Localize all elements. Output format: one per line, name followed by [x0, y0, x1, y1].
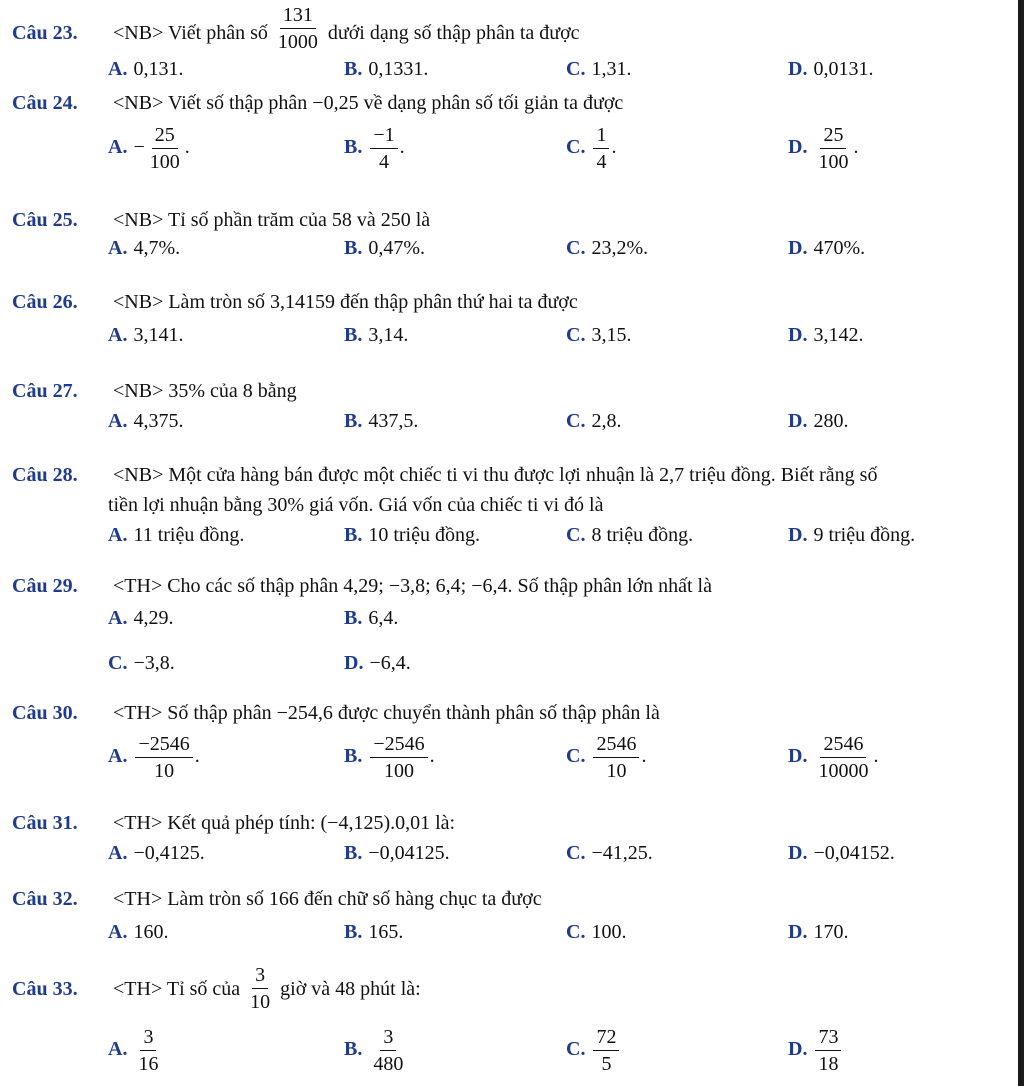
option-d[interactable]: [788, 410, 848, 433]
level-tag: <TH>: [113, 812, 163, 834]
fraction-denominator: 10: [606, 760, 627, 782]
option-text: 3,14.: [368, 324, 409, 346]
fraction-denominator: 5: [601, 1053, 612, 1075]
question-25-stem: [12, 209, 430, 232]
option-a[interactable]: [108, 58, 183, 81]
option-label: D.: [788, 58, 808, 80]
fraction-denominator: 4: [378, 151, 389, 173]
option-b[interactable]: [344, 524, 480, 547]
question-24-stem: [12, 92, 623, 115]
option-text: 4,7%.: [133, 237, 181, 259]
option-c[interactable]: [566, 1026, 621, 1075]
option-a[interactable]: [108, 921, 168, 944]
option-b[interactable]: [344, 324, 408, 347]
option-label: A.: [108, 237, 128, 259]
option-label: B.: [344, 842, 363, 864]
option-label: C.: [566, 410, 586, 432]
question-32-stem: [12, 888, 542, 911]
fraction: [593, 733, 639, 782]
fraction-numerator: 1: [593, 124, 609, 149]
option-label: D.: [788, 745, 808, 768]
option-b[interactable]: [344, 733, 435, 782]
option-b[interactable]: [344, 410, 418, 433]
option-a[interactable]: [108, 124, 190, 173]
option-b[interactable]: [344, 1026, 408, 1075]
option-text: 4,375.: [133, 410, 184, 432]
fraction: [147, 124, 183, 173]
option-label: D.: [788, 921, 808, 943]
fraction: [593, 1026, 619, 1075]
option-label: C.: [566, 745, 586, 768]
option-text: −41,25.: [591, 842, 653, 864]
question-text: 35% của 8 bằng: [168, 380, 297, 402]
fraction-numerator: 2546: [593, 733, 639, 758]
question-text-continued: tiền lợi nhuận bằng 30% giá vốn. Giá vốn của chiếc ti vi đó là: [108, 494, 604, 516]
option-text: 4,29.: [133, 607, 174, 629]
fraction-denominator: 480: [373, 1053, 404, 1075]
question-number: Câu 33.: [12, 978, 78, 1001]
option-d[interactable]: [788, 921, 848, 944]
question-number: Câu 27.: [12, 380, 78, 402]
option-a[interactable]: [108, 1026, 163, 1075]
level-tag: <TH>: [113, 575, 163, 597]
option-label: B.: [344, 607, 363, 629]
option-c[interactable]: [566, 733, 646, 782]
option-b[interactable]: [344, 842, 450, 865]
option-a[interactable]: [108, 524, 244, 547]
option-label: A.: [108, 745, 128, 768]
fraction-denominator: 100: [818, 151, 849, 173]
option-label: D.: [788, 237, 808, 259]
option-c[interactable]: [566, 324, 631, 347]
option-label: D.: [344, 652, 364, 674]
question-number: Câu 31.: [12, 812, 78, 834]
fraction-numerator: −2546: [135, 733, 192, 758]
option-c[interactable]: [108, 652, 175, 675]
option-label: B.: [344, 237, 363, 259]
fraction-denominator: 10: [250, 991, 271, 1013]
fraction-numerator: 25: [152, 124, 178, 149]
option-sign: −: [133, 136, 145, 159]
option-c[interactable]: [566, 410, 621, 433]
option-label: A.: [108, 410, 128, 432]
question-31-stem: [12, 812, 455, 835]
option-label: B.: [344, 1038, 363, 1061]
question-text: Kết quả phép tính: (−4,125).0,01 là:: [167, 812, 456, 834]
fraction-denominator: 4: [596, 151, 607, 173]
option-text: 2,8.: [591, 410, 622, 432]
question-text: giờ và 48 phút là:: [280, 978, 421, 1001]
option-label: B.: [344, 58, 363, 80]
level-tag: <TH>: [113, 978, 163, 1001]
fraction: [370, 1026, 406, 1075]
level-tag: <NB>: [113, 92, 164, 114]
option-text: 170.: [813, 921, 849, 943]
option-b[interactable]: [344, 921, 403, 944]
option-d[interactable]: [788, 324, 863, 347]
option-label: A.: [108, 842, 128, 864]
option-label: A.: [108, 324, 128, 346]
fraction: [815, 733, 871, 782]
option-label: B.: [344, 136, 363, 159]
option-d[interactable]: [788, 1026, 843, 1075]
fraction: [370, 733, 427, 782]
option-text: −6,4.: [369, 652, 411, 674]
option-text: 160.: [133, 921, 169, 943]
option-label: C.: [566, 842, 586, 864]
level-tag: <NB>: [113, 464, 164, 486]
option-text: 10 triệu đồng.: [368, 524, 480, 546]
fraction-numerator: 72: [593, 1026, 619, 1051]
fraction-numerator: 3: [252, 964, 268, 989]
level-tag: <NB>: [113, 291, 164, 313]
question-text: Tỉ số của: [166, 978, 241, 1001]
option-d[interactable]: [788, 733, 878, 782]
fraction: [815, 1026, 841, 1075]
option-label: D.: [788, 842, 808, 864]
question-number: Câu 29.: [12, 575, 78, 597]
option-label: C.: [566, 524, 586, 546]
fraction-numerator: 131: [280, 4, 316, 29]
option-text: −0,04152.: [813, 842, 895, 864]
option-d[interactable]: [788, 237, 865, 260]
option-d[interactable]: [788, 524, 915, 547]
question-text: Làm tròn số 166 đến chữ số hàng chục ta được: [167, 888, 542, 910]
option-text: −0,04125.: [368, 842, 450, 864]
option-text: 437,5.: [368, 410, 419, 432]
option-label: C.: [566, 58, 586, 80]
fraction: [593, 124, 609, 173]
option-c[interactable]: [566, 58, 631, 81]
option-c[interactable]: [566, 921, 626, 944]
question-number: Câu 30.: [12, 702, 78, 724]
option-label: A.: [108, 1038, 128, 1061]
question-number: Câu 32.: [12, 888, 78, 910]
option-label: C.: [108, 652, 128, 674]
option-d[interactable]: [788, 842, 895, 865]
fraction-denominator: 100: [383, 760, 414, 782]
option-label: B.: [344, 921, 363, 943]
question-26-stem: [12, 291, 578, 314]
fraction: [135, 1026, 161, 1075]
question-number: Câu 28.: [12, 464, 78, 486]
fraction-denominator: 18: [818, 1053, 839, 1075]
option-text: 0,47%.: [368, 237, 426, 259]
level-tag: <TH>: [113, 702, 163, 724]
option-text: 3,141.: [133, 324, 184, 346]
fraction-numerator: −1: [370, 124, 397, 149]
option-label: C.: [566, 237, 586, 259]
option-end: .: [611, 136, 617, 159]
option-text: 8 triệu đồng.: [591, 524, 694, 546]
option-a[interactable]: [108, 842, 205, 865]
option-text: 280.: [813, 410, 849, 432]
option-text: 0,0131.: [813, 58, 874, 80]
option-label: A.: [108, 524, 128, 546]
option-a[interactable]: [108, 410, 183, 433]
question-number: Câu 23.: [12, 22, 78, 45]
option-c[interactable]: [566, 524, 693, 547]
option-text: 1,31.: [591, 58, 632, 80]
option-d[interactable]: [788, 124, 858, 173]
option-text: 6,4.: [368, 607, 399, 629]
option-c[interactable]: [566, 842, 653, 865]
question-27-stem: [12, 380, 297, 403]
question-text: Làm tròn số 3,14159 đến thập phân thứ hai ta được: [168, 291, 578, 313]
option-label: D.: [788, 136, 808, 159]
option-text: 3,15.: [591, 324, 632, 346]
option-label: D.: [788, 410, 808, 432]
option-b[interactable]: [344, 607, 398, 630]
option-label: C.: [566, 136, 586, 159]
question-text: Một cửa hàng bán được một chiếc ti vi thu được lợi nhuận là 2,7 triệu đồng. Biết rằng số: [168, 464, 878, 486]
level-tag: <TH>: [113, 888, 163, 910]
fraction-numerator: −2546: [370, 733, 427, 758]
option-c[interactable]: [566, 237, 648, 260]
question-23-stem: [12, 4, 580, 59]
question-29-stem: [12, 575, 712, 598]
option-label: A.: [108, 58, 128, 80]
question-number: Câu 24.: [12, 92, 78, 114]
option-end: .: [641, 745, 647, 768]
option-text: 23,2%.: [591, 237, 649, 259]
option-a[interactable]: [108, 733, 200, 782]
right-edge-bar: [1018, 0, 1024, 1086]
option-a[interactable]: [108, 607, 173, 630]
fraction-numerator: 73: [815, 1026, 841, 1051]
option-end: .: [184, 136, 190, 159]
option-label: A.: [108, 921, 128, 943]
question-text: Cho các số thập phân 4,29; −3,8; 6,4; −6,4. Số thập phân lớn nhất là: [167, 575, 712, 597]
option-label: C.: [566, 921, 586, 943]
option-label: A.: [108, 607, 128, 629]
option-text: 165.: [368, 921, 404, 943]
option-label: D.: [788, 524, 808, 546]
option-text: 100.: [591, 921, 627, 943]
option-label: A.: [108, 136, 128, 159]
option-c[interactable]: [566, 124, 616, 173]
fraction-numerator: 2546: [820, 733, 866, 758]
option-text: 470%.: [813, 237, 866, 259]
question-30-stem: [12, 702, 660, 725]
option-end: .: [873, 745, 879, 768]
fraction: [135, 733, 192, 782]
question-text: Viết số thập phân −0,25 về dạng phân số tối giản ta được: [167, 92, 624, 114]
option-text: −0,4125.: [133, 842, 205, 864]
option-b[interactable]: [344, 58, 428, 81]
fraction-numerator: 3: [140, 1026, 156, 1051]
option-end: .: [853, 136, 859, 159]
question-number: Câu 25.: [12, 209, 78, 231]
question-text: dưới dạng số thập phân ta được: [327, 22, 580, 45]
fraction: [815, 124, 851, 173]
option-text: 3,142.: [813, 324, 864, 346]
fraction-denominator: 16: [138, 1053, 159, 1075]
option-label: D.: [788, 1038, 808, 1061]
fraction: [370, 124, 397, 173]
option-label: C.: [566, 1038, 586, 1061]
question-text: Số thập phân −254,6 được chuyển thành phân số thập phân là: [167, 702, 660, 724]
option-label: B.: [344, 524, 363, 546]
option-b[interactable]: [344, 237, 425, 260]
option-text: 0,131.: [133, 58, 184, 80]
option-b[interactable]: [344, 124, 405, 173]
question-number: Câu 26.: [12, 291, 78, 313]
option-label: B.: [344, 410, 363, 432]
option-text: 9 triệu đồng.: [813, 524, 916, 546]
fraction-denominator: 10000: [818, 760, 869, 782]
question-text: Tỉ số phần trăm của 58 và 250 là: [167, 209, 431, 231]
option-label: C.: [566, 324, 586, 346]
option-text: 11 triệu đồng.: [133, 524, 245, 546]
option-a[interactable]: [108, 237, 180, 260]
option-d[interactable]: [788, 58, 873, 81]
fraction-numerator: 3: [380, 1026, 396, 1051]
option-a[interactable]: [108, 324, 183, 347]
question-33-stem: [12, 966, 421, 1015]
question-28-stem: [12, 464, 877, 487]
fraction-denominator: 1000: [277, 31, 318, 53]
fraction: [275, 4, 321, 53]
option-end: .: [399, 136, 405, 159]
option-label: B.: [344, 324, 363, 346]
option-text: −3,8.: [133, 652, 175, 674]
option-label: B.: [344, 745, 363, 768]
fraction: [247, 964, 273, 1013]
question-text: Viết phân số: [167, 22, 268, 45]
level-tag: <NB>: [113, 380, 164, 402]
option-d[interactable]: [344, 652, 411, 675]
option-label: D.: [788, 324, 808, 346]
fraction-numerator: 25: [820, 124, 846, 149]
fraction-denominator: 10: [154, 760, 175, 782]
level-tag: <NB>: [113, 209, 164, 231]
level-tag: <NB>: [113, 22, 164, 45]
option-end: .: [194, 745, 200, 768]
fraction-denominator: 100: [149, 151, 180, 173]
option-end: .: [429, 745, 435, 768]
option-text: 0,1331.: [368, 58, 429, 80]
